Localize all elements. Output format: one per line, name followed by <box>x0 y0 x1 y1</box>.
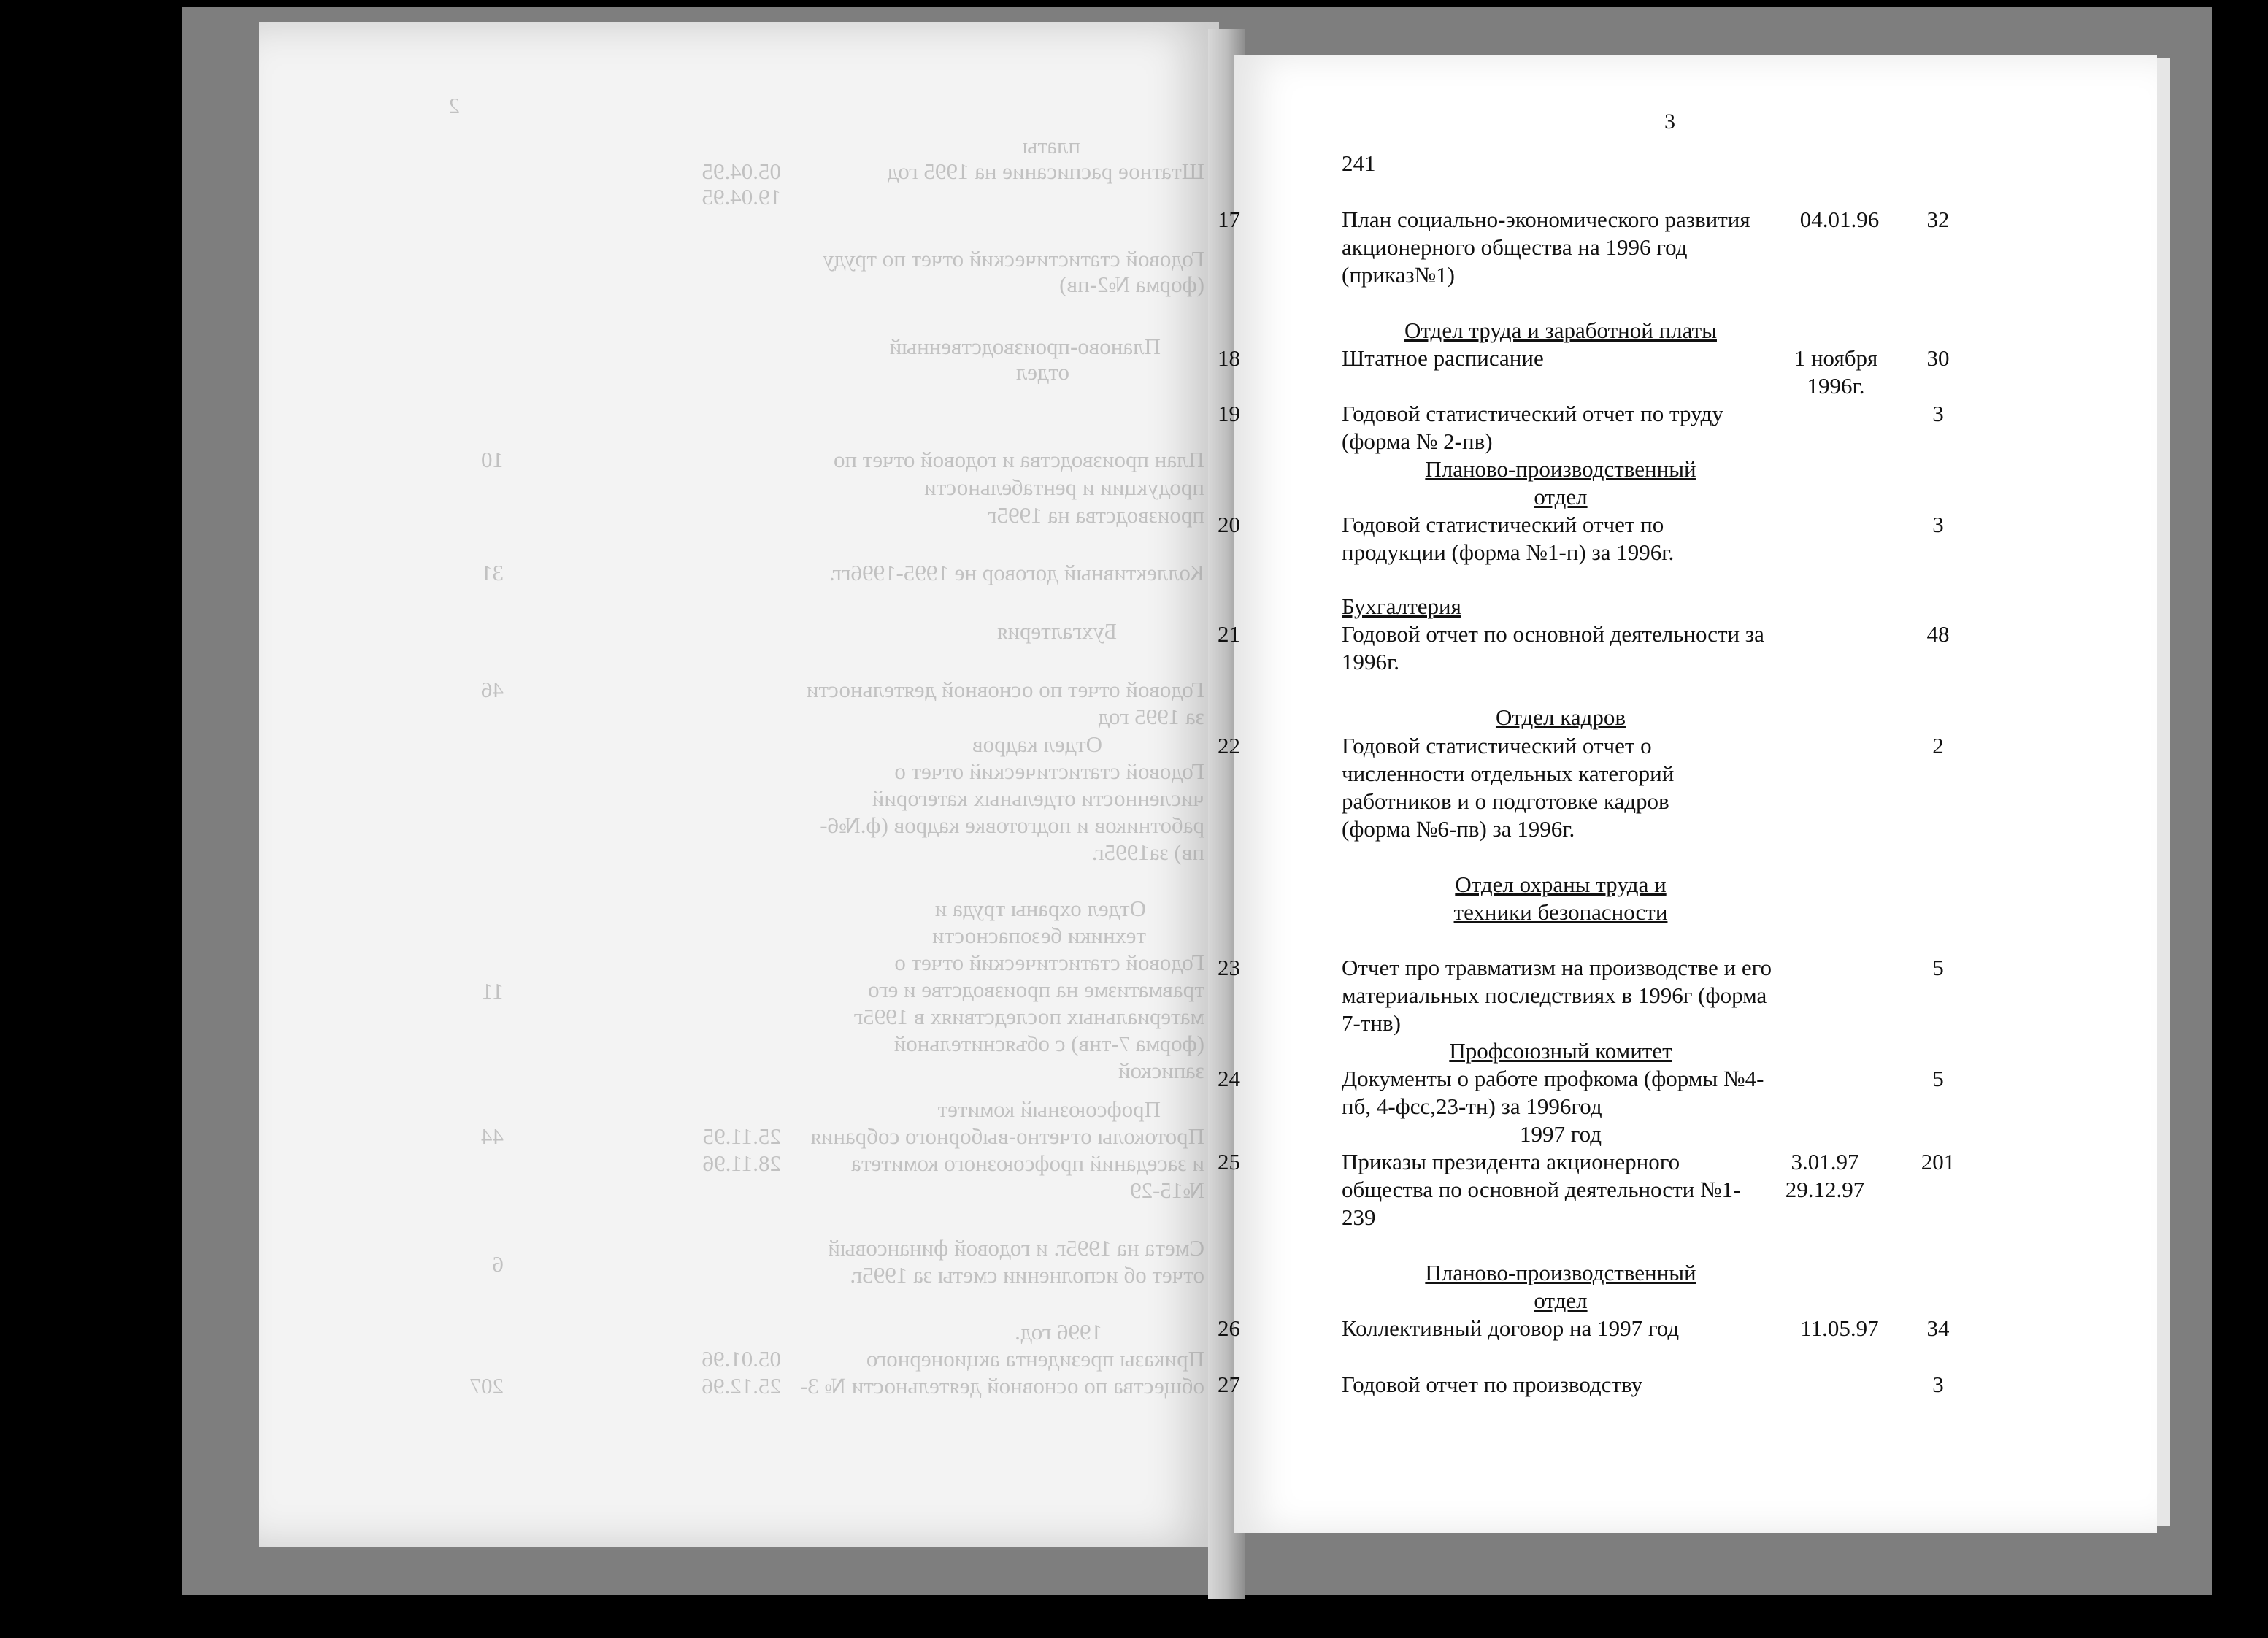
ghost-line: 10 <box>481 447 504 472</box>
section-labor: Отдел труда и заработной платы <box>1404 318 1717 343</box>
ghost-line: Штатное расписание на 1995 год <box>887 158 1204 184</box>
entry-number: 27 <box>1218 1372 1240 1397</box>
ghost-line: численности отдельных категорий <box>872 785 1204 811</box>
entry-date: 11.05.97 <box>1800 1315 1879 1341</box>
entry-title: Годовой статистический отчет по труду (форма № 2-пв) <box>1342 401 1723 454</box>
entry-title: План социально-экономического развития акционерного общества на 1996 год (приказ№1) <box>1342 207 1750 288</box>
entry-number: 21 <box>1218 621 1240 647</box>
ghost-line: продукции и рентабельности <box>924 474 1204 500</box>
entry-title: Документы о работе профкома (формы №4-пб, 4-фсс,23-тн) за 1996год <box>1342 1066 1764 1119</box>
section-safety: Отдел охраны труда и <box>1455 872 1667 897</box>
entry-pages: 48 <box>1926 621 1950 647</box>
ghost-line: 2 <box>448 93 460 118</box>
entry-title: Коллективный договор на 1997 год <box>1342 1315 1680 1341</box>
ghost-line: Отдел охраны труда и <box>934 896 1146 921</box>
entry-number: 19 <box>1218 401 1240 426</box>
section-planning-second-2: отдел <box>1534 1288 1588 1313</box>
entry-pages: 5 <box>1932 955 1944 980</box>
ghost-line: 1996 год. <box>1015 1319 1102 1345</box>
entry-number: 25 <box>1218 1149 1240 1174</box>
entry-pages: 34 <box>1926 1315 1950 1341</box>
section-planning: Планово-производственный <box>1425 456 1696 482</box>
entry-date: 04.01.96 <box>1799 207 1880 232</box>
entry-number: 18 <box>1218 345 1240 371</box>
ghost-line: Профсоюзный комитет <box>937 1096 1161 1122</box>
ghost-line: Планово-производственный <box>889 334 1161 359</box>
ghost-line: производства на 1995г <box>987 502 1204 528</box>
ghost-line: План производства и годовой отчет по <box>833 447 1204 472</box>
entry-date: 3.01.97 29.12.97 <box>1785 1149 1865 1202</box>
entry-date: 1 ноября 1996г. <box>1794 345 1878 399</box>
ghost-line: Годовой статистический отчет о <box>894 758 1204 784</box>
ghost-line: Годовой статистический отчет по труду <box>823 246 1204 272</box>
bleed-through-text <box>438 73 1204 1445</box>
entry-pages: 3 <box>1932 512 1944 537</box>
ghost-line: работников и подготовке кадров (ф.№6- <box>820 812 1204 838</box>
ghost-line: и заседаний профсоюзного комитета <box>850 1150 1204 1176</box>
ghost-line: травматизме на производстве и его <box>868 977 1204 1002</box>
ghost-line: 05.04.95 <box>701 158 781 184</box>
page-number: 3 <box>1664 109 1675 134</box>
ghost-line: материальных последствиях в 1995г <box>853 1004 1204 1029</box>
ghost-line: 25.11.95 <box>702 1123 781 1149</box>
ghost-line: (форма №2-пв) <box>1059 272 1204 297</box>
entry-number: 22 <box>1218 733 1240 758</box>
ghost-line: платы <box>1022 133 1080 158</box>
entry-pages: 5 <box>1932 1066 1944 1091</box>
entry-pages: 32 <box>1926 207 1950 232</box>
year-subheading: 1997 год <box>1519 1121 1602 1147</box>
ghost-line: Отдел кадров <box>972 731 1102 757</box>
ghost-line: Протоколы отчетно-выборного собрания <box>810 1123 1204 1149</box>
entry-title: Годовой отчет по основной деятельности за 1996г. <box>1342 621 1764 674</box>
section-personnel: Отдел кадров <box>1495 704 1626 730</box>
entry-number: 26 <box>1218 1315 1240 1341</box>
entry-number: 20 <box>1218 512 1240 537</box>
ghost-line: техники безопасности <box>932 923 1146 948</box>
ghost-line: 28.11.96 <box>702 1150 781 1176</box>
entry-pages: 3 <box>1932 401 1944 426</box>
page-edges <box>2157 58 2170 1526</box>
entry-title: Штатное расписание <box>1342 345 1544 371</box>
ghost-line: Годовой статистический отчет о <box>894 950 1204 975</box>
ghost-line: запиской <box>1118 1058 1204 1083</box>
ghost-line: 44 <box>481 1123 504 1149</box>
ghost-line: 207 <box>469 1373 504 1399</box>
ghost-line: 19.04.95 <box>701 184 781 209</box>
entry-number: 17 <box>1218 207 1240 232</box>
ghost-line: Приказы президента акционерного <box>866 1346 1204 1372</box>
ghost-line: 05.01.96 <box>701 1346 781 1372</box>
section-planning-2: отдел <box>1534 484 1588 510</box>
entry-pages: 30 <box>1926 345 1950 371</box>
ghost-line: 6 <box>492 1251 504 1277</box>
ghost-line: Годовой отчет по основной деятельности <box>806 677 1204 702</box>
entry-pages: 201 <box>1921 1149 1956 1174</box>
section-union: Профсоюзный комитет <box>1449 1038 1672 1064</box>
section-planning-second: Планово-производственный <box>1425 1260 1696 1285</box>
ghost-line: 46 <box>481 677 504 702</box>
ghost-line: Бухгалтерия <box>997 618 1117 644</box>
entry-title: Отчет про травматизм на производстве и его материальных последствиях в 1996г (форма 7-тнв) <box>1342 955 1772 1036</box>
entry-title: Годовой статистический отчет о численности отдельных категорий работников и о подготовке кадров (форма №6-пв) за 1996г. <box>1342 733 1675 842</box>
ghost-line: за 1995 год <box>1098 704 1204 729</box>
ghost-line: №15-29 <box>1130 1177 1204 1203</box>
ghost-line: пв) за1995г. <box>1091 839 1204 865</box>
entry-pages: 2 <box>1932 733 1944 758</box>
ghost-line: отчет об исполнении сметы за 1995г. <box>850 1262 1204 1288</box>
entry-number: 23 <box>1218 955 1240 980</box>
top-entry-fragment: 241 <box>1342 150 1376 176</box>
ghost-line: 25.12.96 <box>701 1373 781 1399</box>
ghost-line: отдел <box>1015 359 1069 385</box>
section-safety-2: техники безопасности <box>1453 899 1668 925</box>
ghost-line: общества по основной деятельности № 3- <box>799 1373 1204 1399</box>
entry-pages: 3 <box>1932 1372 1944 1397</box>
ghost-line: (форма 7-тнв) с объяснительной <box>893 1031 1204 1056</box>
entry-title: Годовой статистический отчет по продукции (форма №1-п) за 1996г. <box>1342 512 1675 565</box>
ghost-line: 11 <box>482 978 504 1004</box>
section-accounting: Бухгалтерия <box>1342 593 1461 619</box>
ghost-line: 31 <box>481 560 504 585</box>
entry-number: 24 <box>1218 1066 1240 1091</box>
entry-title: Годовой отчет по производству <box>1342 1372 1643 1397</box>
ghost-line: Коллективный договор не 1995-1996гг. <box>829 560 1204 585</box>
entry-title: Приказы президента акционерного общества по основной деятельности №1-239 <box>1342 1149 1741 1230</box>
ghost-line: Смета на 1995г. и годовой финансовый <box>828 1235 1204 1261</box>
